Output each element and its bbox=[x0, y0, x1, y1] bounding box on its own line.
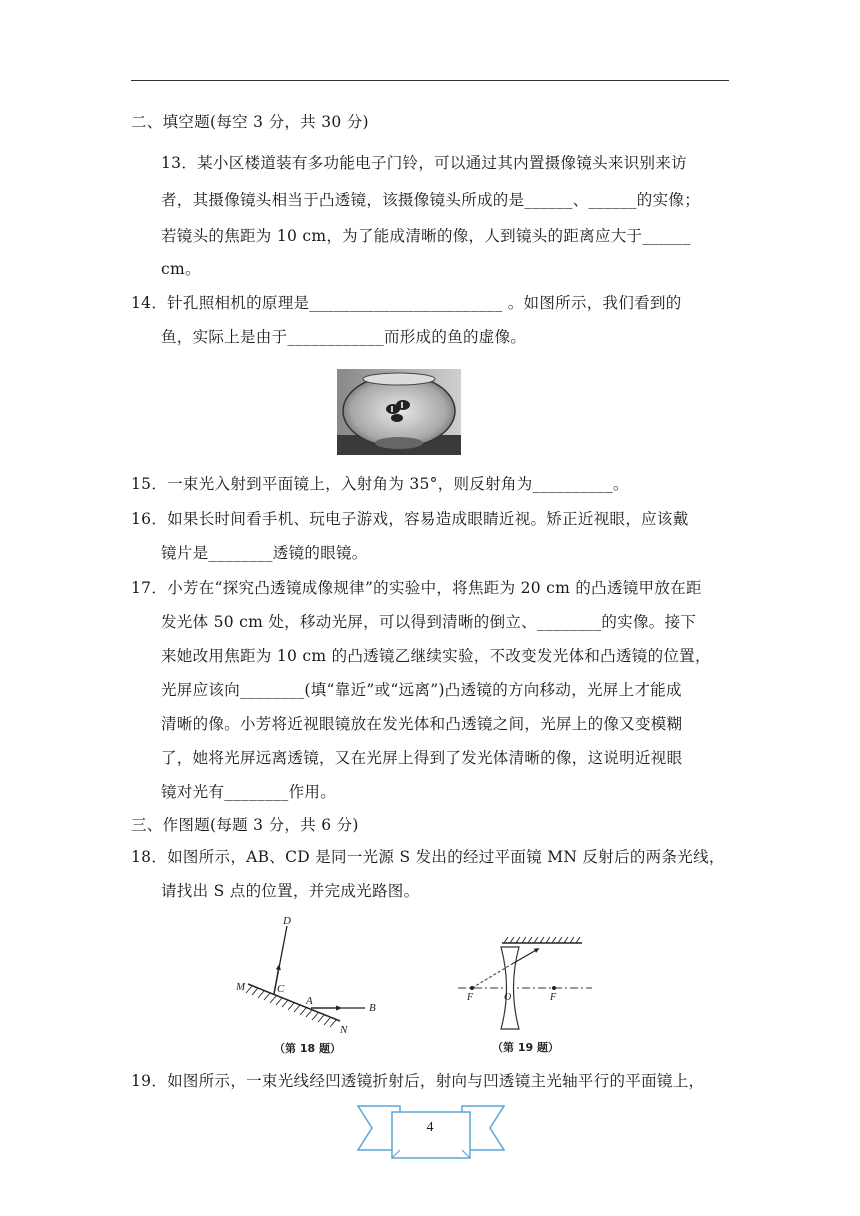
label-o: O bbox=[504, 992, 512, 1003]
q17-line-4: 光屏应该向________(填“靠近”或“远离”)凸透镜的方向移动，光屏上才能成 bbox=[161, 681, 682, 699]
mirror-mn bbox=[248, 984, 340, 1021]
q17-line-5: 清晰的像。小芳将近视眼镜放在发光体和凸透镜之间，光屏上的像又变模糊 bbox=[161, 715, 683, 733]
label-f-right: F bbox=[550, 992, 557, 1003]
q19-line-1: 19．如图所示，一束光线经凹透镜折射后，射向与凹透镜主光轴平行的平面镜上， bbox=[131, 1072, 705, 1090]
q13-line-1: 13．某小区楼道装有多功能电子门铃，可以通过其内置摄像镜头来识别来访 bbox=[161, 154, 687, 172]
q13-line-4: cm。 bbox=[161, 260, 201, 278]
figure-18-caption: （第 18 题） bbox=[274, 1042, 341, 1055]
figure-19-diagram bbox=[456, 934, 596, 1060]
q18-line-1: 18．如图所示，AB、CD 是同一光源 S 发出的经过平面镜 MN 反射后的两条光线， bbox=[131, 848, 725, 866]
page-number: 4 bbox=[426, 1120, 434, 1135]
q17-line-7: 镜对光有________作用。 bbox=[161, 783, 337, 801]
section-2-title: 二、填空题(每空 3 分，共 30 分) bbox=[131, 113, 369, 131]
q13-line-3: 若镜头的焦距为 10 cm，为了能成清晰的像，人到镜头的距离应大于______ bbox=[161, 227, 691, 245]
q16-line-2: 镜片是________透镜的眼镜。 bbox=[161, 544, 368, 562]
label-b: B bbox=[369, 1002, 376, 1014]
q17-line-2: 发光体 50 cm 处，移动光屏，可以得到清晰的倒立、________的实像。接下 bbox=[161, 613, 697, 631]
q17-line-1: 17．小芳在“探究凸透镜成像规律”的实验中，将焦距为 20 cm 的凸透镜甲放在距 bbox=[131, 579, 702, 597]
q17-line-6: 了，她将光屏远离透镜，又在光屏上得到了发光体清晰的像，这说明近视眼 bbox=[161, 749, 683, 767]
label-m: M bbox=[236, 981, 246, 993]
q18-line-2: 请找出 S 点的位置，并完成光路图。 bbox=[161, 882, 420, 900]
fishbowl-photo bbox=[337, 369, 461, 455]
q14-line-2: 鱼，实际上是由于____________而形成的鱼的虚像。 bbox=[161, 328, 527, 346]
label-a: A bbox=[306, 995, 313, 1007]
label-n: N bbox=[340, 1024, 348, 1036]
concave-lens bbox=[501, 947, 519, 1029]
header-rule bbox=[131, 80, 729, 81]
q15-line-1: 15．一束光入射到平面镜上，入射角为 35°，则反射角为__________。 bbox=[131, 475, 629, 493]
q13-line-2: 者，其摄像镜头相当于凸透镜，该摄像镜头所成的是______、______的实像； bbox=[161, 191, 701, 209]
figure-19-caption: （第 19 题） bbox=[492, 1041, 559, 1054]
q17-line-3: 来她改用焦距为 10 cm 的凸透镜乙继续实验，不改变发光体和凸透镜的位置， bbox=[161, 647, 711, 665]
label-c: C bbox=[277, 983, 285, 995]
label-f-left: F bbox=[467, 992, 474, 1003]
q14-line-1: 14．针孔照相机的原理是________________________ 。如图所示，我们看到的 bbox=[131, 294, 682, 312]
section-3-title: 三、作图题(每题 3 分，共 6 分) bbox=[131, 816, 359, 834]
q16-line-1: 16．如果长时间看手机、玩电子游戏，容易造成眼睛近视。矫正近视眼，应该戴 bbox=[131, 510, 689, 528]
label-d: D bbox=[283, 915, 291, 927]
figure-18-diagram bbox=[228, 910, 388, 1060]
